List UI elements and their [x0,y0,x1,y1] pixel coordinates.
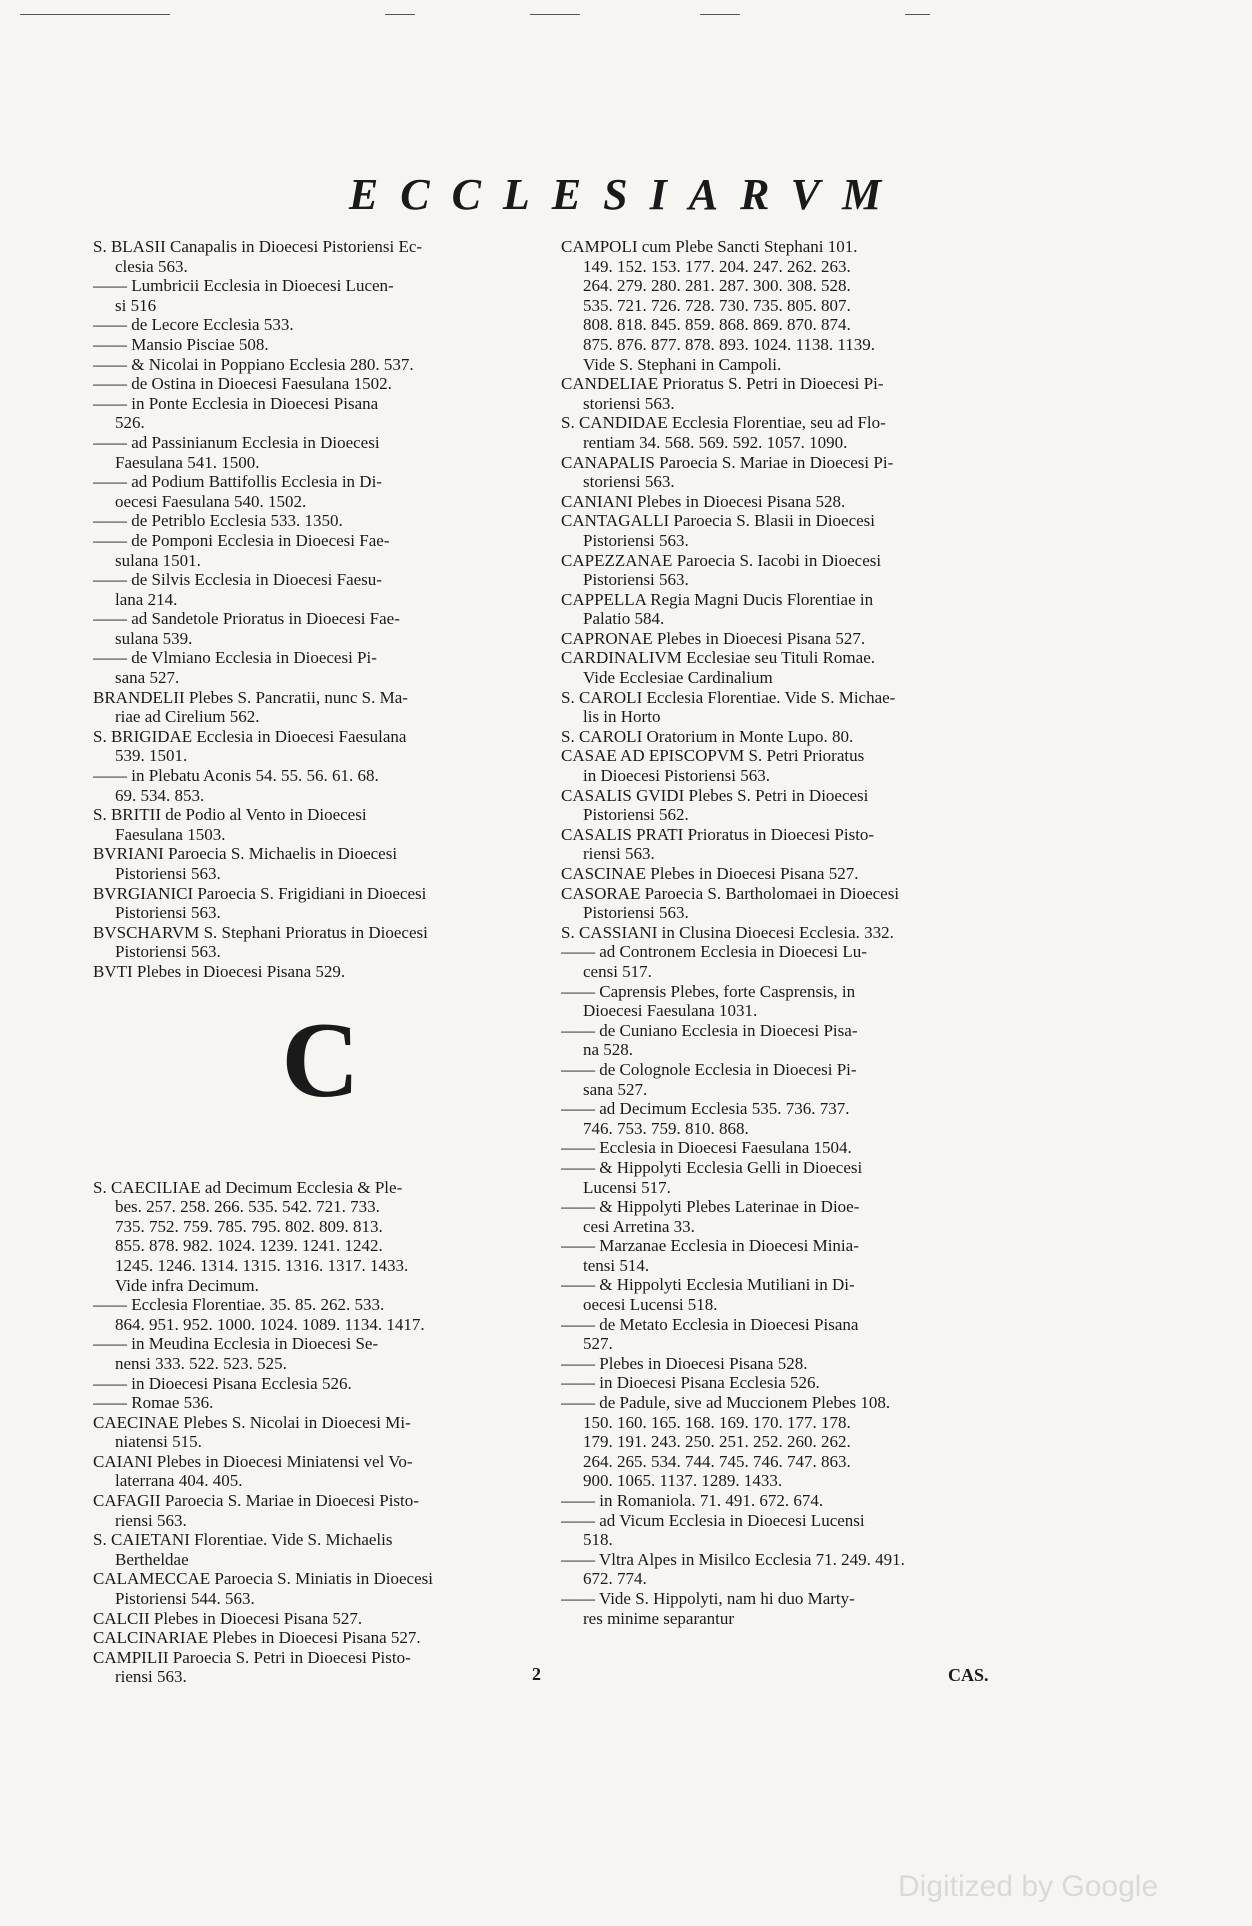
index-entry [93,511,548,531]
index-entry [93,374,548,394]
entry-continuation: 900. 1065. 1137. 1289. 1433. [583,1471,783,1491]
index-entry [561,511,1031,550]
index-entry [561,237,1031,374]
entry-continuation: Dioecesi Faesulana 1031. [583,1001,758,1021]
entry-continuation: 264. 265. 534. 744. 745. 746. 747. 863. [583,1451,851,1471]
index-entry [93,355,548,375]
index-entry [561,1511,1031,1550]
entry-continuation: storiensi 563. [583,472,675,492]
entry-continuation: Faesulana 1503. [115,824,226,844]
entry-continuation: nensi 333. 522. 523. 525. [115,1353,287,1373]
entry-line: CAPPELLA Regia Magni Ducis Florentiae in [561,589,874,609]
entry-continuation: 875. 876. 877. 878. 893. 1024. 1138. 1139. [583,334,875,354]
entry-line: —— & Hippolyti Plebes Laterinae in Dioe- [561,1197,860,1217]
entry-continuation: 535. 721. 726. 728. 730. 735. 805. 807. [583,295,851,315]
entry-continuation: sulana 1501. [115,550,201,570]
entry-line: S. CAROLI Ecclesia Florentiae. Vide S. Michae- [561,687,896,707]
index-entry [93,923,548,962]
entry-continuation: Pistoriensi 563. [115,903,221,923]
entry-line: CAPRONAE Plebes in Dioecesi Pisana 527. [561,628,866,648]
entry-continuation: sana 527. [583,1079,648,1099]
entry-continuation: rentiam 34. 568. 569. 592. 1057. 1090. [583,432,848,452]
left-entries-c [93,1178,548,1687]
index-entry [93,805,548,844]
entry-line: —— Ecclesia Florentiae. 35. 85. 262. 533. [93,1295,385,1315]
entry-continuation: oecesi Lucensi 518. [583,1295,718,1315]
entry-continuation: Vide S. Stephani in Campoli. [583,354,782,374]
index-entry [93,1648,548,1687]
index-entry [561,1138,1031,1158]
watermark: Digitized by Google [898,1870,1159,1903]
right-column [561,237,1031,1628]
index-entry [561,1393,1031,1491]
entry-line: —— ad Passinianum Ecclesia in Dioecesi [93,432,380,452]
index-entry [561,1354,1031,1374]
entry-continuation: 735. 752. 759. 785. 795. 802. 809. 813. [115,1216,383,1236]
entry-continuation: clesia 563. [115,256,188,276]
entry-line: CANAPALIS Paroecia S. Mariae in Dioecesi Pi- [561,452,894,472]
right-entries [561,237,1031,1628]
entry-line: —— ad Podium Battifollis Ecclesia in Di- [93,472,382,492]
entry-continuation: Faesulana 541. 1500. [115,452,260,472]
index-entry [561,688,1031,727]
index-entry [93,335,548,355]
index-entry [93,688,548,727]
entry-continuation: oecesi Faesulana 540. 1502. [115,491,307,511]
index-entry [93,884,548,923]
index-entry [93,394,548,433]
entry-continuation: laterrana 404. 405. [115,1471,243,1491]
entry-line: —— de Silvis Ecclesia in Dioecesi Faesu- [93,570,382,590]
index-entry [93,237,548,276]
entry-continuation: Pistoriensi 562. [583,805,689,825]
entry-line: S. BRITII de Podio al Vento in Dioecesi [93,805,367,825]
index-entry [561,1275,1031,1314]
entry-continuation: 149. 152. 153. 177. 204. 247. 262. 263. [583,256,851,276]
index-entry [93,1393,548,1413]
entry-continuation: Pistoriensi 544. 563. [115,1589,255,1609]
entry-line: —— & Hippolyti Ecclesia Mutiliani in Di- [561,1275,855,1295]
entry-continuation: storiensi 563. [583,393,675,413]
index-entry [93,315,548,335]
entry-continuation: Vide infra Decimum. [115,1275,259,1295]
entry-continuation: Bertheldae [115,1549,189,1569]
entry-line: CANIANI Plebes in Dioecesi Pisana 528. [561,491,846,511]
entry-continuation: riae ad Cirelium 562. [115,707,260,727]
index-entry [93,1569,548,1608]
entry-line: CASAE AD EPISCOPVM S. Petri Prioratus [561,746,865,766]
entry-line: —— de Colognole Ecclesia in Dioecesi Pi- [561,1059,857,1079]
entry-line: S. CANDIDAE Ecclesia Florentiae, seu ad Flo- [561,413,886,433]
index-entry [561,590,1031,629]
entry-line: —— Ecclesia in Dioecesi Faesulana 1504. [561,1138,852,1158]
index-entry [561,1589,1031,1628]
entry-continuation: 746. 753. 759. 810. 868. [583,1118,749,1138]
entry-continuation: 527. [583,1334,613,1354]
index-entry [561,727,1031,747]
entry-continuation: 672. 774. [583,1569,647,1589]
index-entry [93,276,548,315]
entry-line: —— de Metato Ecclesia in Dioecesi Pisana [561,1314,859,1334]
index-entry [561,982,1031,1021]
entry-line: —— de Pomponi Ecclesia in Dioecesi Fae- [93,530,390,550]
entry-line: CALAMECCAE Paroecia S. Miniatis in Dioecesi [93,1569,433,1589]
entry-continuation: bes. 257. 258. 266. 535. 542. 721. 733. [115,1197,380,1217]
entry-continuation: 808. 818. 845. 859. 868. 869. 870. 874. [583,315,851,335]
index-entry [93,766,548,805]
index-entry [561,864,1031,884]
entry-line: —— in Ponte Ecclesia in Dioecesi Pisana [93,393,379,413]
index-entry [93,1609,548,1629]
entry-line: —— ad Contronem Ecclesia in Dioecesi Lu- [561,942,867,962]
index-entry [561,1060,1031,1099]
entry-line: —— de Petriblo Ecclesia 533. 1350. [93,511,343,531]
section-letter-glyph: C [281,1000,360,1120]
entry-line: CALCINARIAE Plebes in Dioecesi Pisana 527. [93,1628,421,1648]
index-entry [93,609,548,648]
signature-mark: 2 [532,1664,541,1684]
entry-line: CARDINALIVM Ecclesiae seu Tituli Romae. [561,648,875,668]
entry-line: —— Mansio Pisciae 508. [93,334,269,354]
entry-continuation: Pistoriensi 563. [583,903,689,923]
entry-line: CASCINAE Plebes in Dioecesi Pisana 527. [561,864,859,883]
entry-continuation: Pistoriensi 563. [115,942,221,962]
entry-line: BVRIANI Paroecia S. Michaelis in Dioecesi [93,844,398,864]
entry-line: —— ad Vicum Ecclesia in Dioecesi Lucensi [561,1510,865,1530]
entry-line: —— in Dioecesi Pisana Ecclesia 526. [93,1373,352,1393]
entry-continuation: Pistoriensi 563. [583,570,689,590]
entry-line: CAPEZZANAE Paroecia S. Iacobi in Dioecesi [561,550,882,570]
index-entry [93,531,548,570]
index-entry [93,962,548,982]
index-entry [93,1295,548,1334]
entry-continuation: lana 214. [115,589,178,609]
entry-line: CAMPILII Paroecia S. Petri in Dioecesi Pisto- [93,1647,411,1667]
entry-line: BVSCHARVM S. Stephani Prioratus in Dioecesi [93,922,428,942]
index-entry [561,1021,1031,1060]
entry-line: —— Lumbricii Ecclesia in Dioecesi Lucen- [93,276,394,296]
index-entry [93,472,548,511]
entry-continuation: riensi 563. [583,844,655,864]
entry-continuation: riensi 563. [115,1510,187,1530]
index-entry [561,1373,1031,1393]
entry-line: S. CAECILIAE ad Decimum Ecclesia & Ple- [93,1177,403,1197]
index-entry [561,413,1031,452]
index-entry [93,1452,548,1491]
entry-continuation: censi 517. [583,961,652,981]
entry-line: CANDELIAE Prioratus S. Petri in Dioecesi Pi- [561,374,884,394]
index-entry [561,648,1031,687]
index-entry [561,923,1031,943]
index-entry [561,1550,1031,1589]
entry-continuation: 150. 160. 165. 168. 169. 170. 177. 178. [583,1412,851,1432]
index-entry [93,727,548,766]
entry-line: S. BRIGIDAE Ecclesia in Dioecesi Faesulana [93,726,407,746]
entry-continuation: niatensi 515. [115,1432,202,1452]
entry-line: —— Marzanae Ecclesia in Dioecesi Minia- [561,1236,859,1256]
index-entry [93,1530,548,1569]
index-entry [93,1374,548,1394]
entry-continuation: tensi 514. [583,1255,650,1275]
entry-line: BVTI Plebes in Dioecesi Pisana 529. [93,961,346,981]
entry-line: CASALIS PRATI Prioratus in Dioecesi Pisto- [561,824,875,844]
index-entry [561,1197,1031,1236]
entry-line: —— in Meudina Ecclesia in Dioecesi Se- [93,1334,379,1354]
index-entry [93,433,548,472]
index-entry [93,1628,548,1648]
entry-continuation: si 516 [115,295,157,315]
index-entry [561,942,1031,981]
top-rules [0,14,1252,20]
index-entry [561,453,1031,492]
running-head: ECCLESIARVM [348,170,904,219]
entry-line: S. CAROLI Oratorium in Monte Lupo. 80. [561,726,854,746]
left-column [93,237,548,1687]
entry-continuation: 864. 951. 952. 1000. 1024. 1089. 1134. 1417. [115,1314,425,1334]
entry-continuation: Pistoriensi 563. [583,530,689,550]
entry-line: BRANDELII Plebes S. Pancratii, nunc S. Ma- [93,687,408,707]
entry-line: —— Vide S. Hippolyti, nam hi duo Marty- [561,1588,855,1608]
entry-line: —— de Padule, sive ad Muccionem Plebes 108. [561,1393,891,1413]
index-entry [561,746,1031,785]
entry-continuation: in Dioecesi Pistoriensi 563. [583,766,770,786]
entry-line: CAMPOLI cum Plebe Sancti Stephani 101. [561,237,858,256]
entry-line: —— in Dioecesi Pisana Ecclesia 526. [561,1373,820,1393]
entry-line: S. CAIETANI Florentiae. Vide S. Michaelis [93,1530,393,1550]
entry-line: —— de Cuniano Ecclesia in Dioecesi Pisa- [561,1020,858,1040]
entry-line: —— de Vlmiano Ecclesia in Dioecesi Pi- [93,648,377,668]
entry-line: —— & Hippolyti Ecclesia Gelli in Dioecesi [561,1157,863,1177]
entry-line: —— de Ostina in Dioecesi Faesulana 1502. [93,374,392,394]
entry-line: —— Romae 536. [93,1393,214,1413]
entry-line: CAECINAE Plebes S. Nicolai in Dioecesi Mi- [93,1412,411,1432]
entry-line: —— de Lecore Ecclesia 533. [93,315,294,335]
index-entry [561,825,1031,864]
index-entry [93,1178,548,1296]
index-entry [93,844,548,883]
entry-continuation: Pistoriensi 563. [115,864,221,883]
entry-line: CASORAE Paroecia S. Bartholomaei in Dioecesi [561,883,900,903]
index-entry [561,884,1031,923]
entry-continuation: riensi 563. [115,1667,187,1687]
entry-line: CANTAGALLI Paroecia S. Blasii in Dioecesi [561,511,876,531]
index-entry [93,1334,548,1373]
entry-line: CALCII Plebes in Dioecesi Pisana 527. [93,1608,363,1628]
index-entry [93,648,548,687]
entry-continuation: 518. [583,1530,613,1550]
entry-continuation: res minime separantur [583,1608,735,1628]
entry-continuation: na 528. [583,1040,634,1060]
index-entry [561,786,1031,825]
entry-continuation: Vide Ecclesiae Cardinalium [583,668,773,688]
entry-continuation: Palatio 584. [583,609,665,629]
entry-continuation: 855. 878. 982. 1024. 1239. 1241. 1242. [115,1236,383,1256]
index-entry [561,629,1031,649]
entry-line: —— & Nicolai in Poppiano Ecclesia 280. 537. [93,354,414,374]
entry-line: CASALIS GVIDI Plebes S. Petri in Dioecesi [561,785,869,805]
entry-continuation: 264. 279. 280. 281. 287. 300. 308. 528. [583,276,851,296]
index-entry [561,1315,1031,1354]
entry-line: CAIANI Plebes in Dioecesi Miniatensi vel Vo- [93,1451,413,1471]
index-entry [561,492,1031,512]
index-entry [93,570,548,609]
entry-line: BVRGIANICI Paroecia S. Frigidiani in Dioecesi [93,883,427,903]
entry-continuation: sulana 539. [115,628,193,648]
index-entry [561,551,1031,590]
entry-line: —— in Plebatu Aconis 54. 55. 56. 61. 68. [93,766,379,786]
entry-continuation: 69. 534. 853. [115,785,205,805]
entry-line: —— Caprensis Plebes, forte Casprensis, in [561,981,856,1001]
entry-continuation: Lucensi 517. [583,1177,671,1197]
entry-line: —— Plebes in Dioecesi Pisana 528. [561,1353,808,1373]
index-entry [561,1099,1031,1138]
entry-line: CAFAGII Paroecia S. Mariae in Dioecesi Pisto- [93,1491,419,1511]
catchword: CAS. [948,1665,989,1685]
entry-continuation: 526. [115,413,145,433]
entry-line: —— ad Sandetole Prioratus in Dioecesi Fae- [93,609,400,629]
entry-continuation: 179. 191. 243. 250. 251. 252. 260. 262. [583,1432,851,1452]
entry-continuation: 1245. 1246. 1314. 1315. 1316. 1317. 1433. [115,1255,409,1275]
index-entry [93,1491,548,1530]
entry-line: —— in Romaniola. 71. 491. 672. 674. [561,1491,824,1510]
entry-continuation: sana 527. [115,668,180,688]
index-entry [561,374,1031,413]
entry-line: —— Vltra Alpes in Misilco Ecclesia 71. 249. 491. [561,1549,905,1569]
entry-continuation: cesi Arretina 33. [583,1216,695,1236]
entry-line: —— ad Decimum Ecclesia 535. 736. 737. [561,1099,850,1119]
index-entry [561,1491,1031,1511]
left-entries [93,237,548,982]
entry-line: S. BLASII Canapalis in Dioecesi Pistoriensi Ec- [93,237,423,256]
section-letter [93,998,548,1174]
entry-continuation: 539. 1501. [115,746,188,766]
index-entry [561,1236,1031,1275]
index-entry [561,1158,1031,1197]
entry-continuation: lis in Horto [583,707,661,727]
index-entry [93,1413,548,1452]
entry-line: S. CASSIANI in Clusina Dioecesi Ecclesia. 332. [561,922,894,942]
